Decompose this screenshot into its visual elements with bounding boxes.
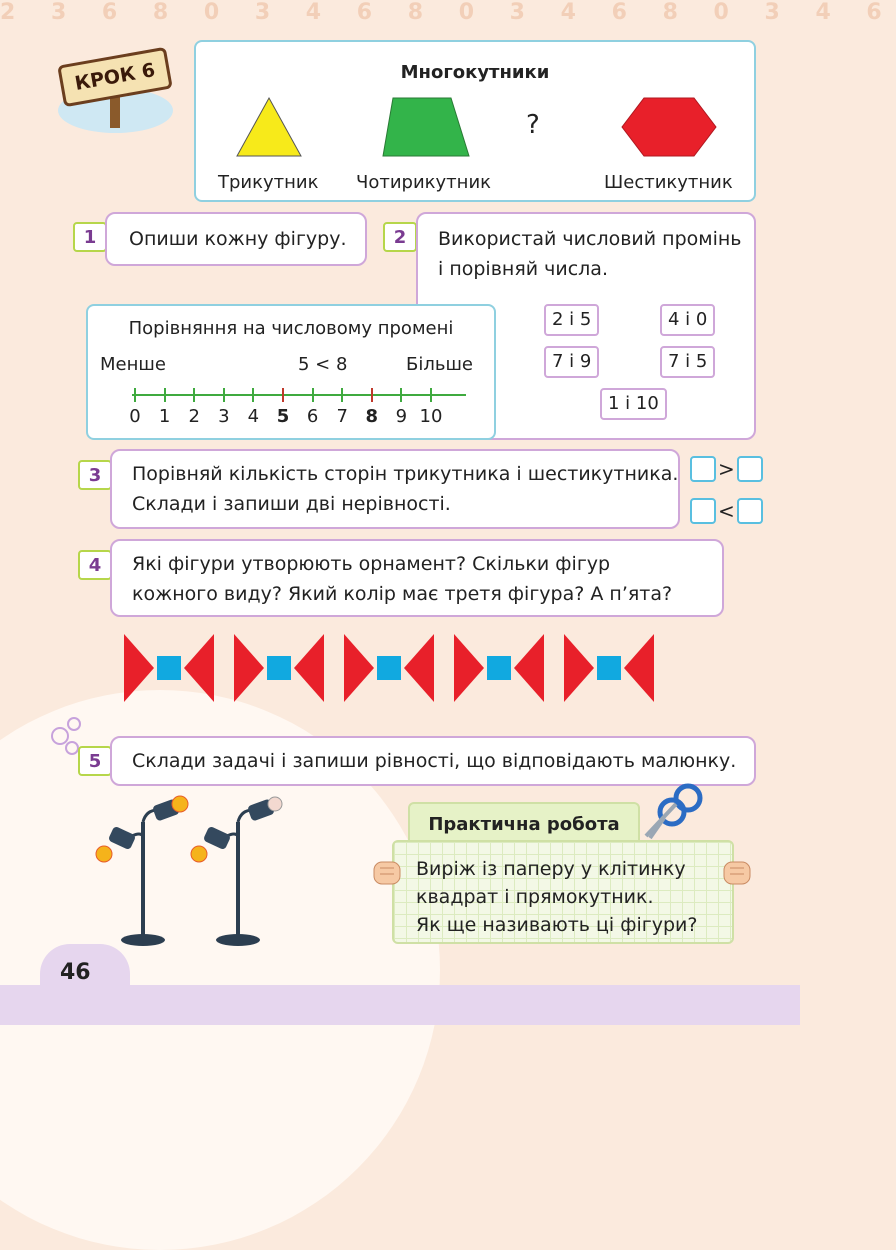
numberline-more: Більше (406, 354, 474, 375)
answer-box[interactable] (690, 498, 716, 524)
numberline-tick-label: 3 (218, 406, 230, 427)
step-label: КРОК 6 (73, 59, 157, 95)
numberline-tick (134, 388, 136, 402)
task1-text: Опиши кожну фігуру. (129, 228, 347, 250)
task5-text: Склади задачі і запиши рівності, що відповідають малюнку. (132, 750, 737, 772)
ornament-square (597, 656, 621, 680)
ornament-triangle (184, 634, 214, 702)
quadrilateral-shape (381, 96, 473, 158)
numberline-inequality: 5 < 8 (298, 354, 348, 375)
answer-box[interactable] (690, 456, 716, 482)
numberline-tick (164, 388, 166, 402)
ornament-square (377, 656, 401, 680)
task4-card (110, 539, 724, 617)
ornament-square (487, 656, 511, 680)
lt-sign: < (718, 499, 735, 523)
practical-line3: Як ще називають ці фігури? (416, 914, 698, 936)
numberline-tick-label: 10 (419, 406, 443, 427)
page-number: 46 (60, 960, 91, 985)
task4-line2: кожного виду? Який колір має третя фігура? А п’ята? (132, 583, 673, 605)
ornament-triangle (124, 634, 154, 702)
numberline-tick-label: 6 (306, 406, 319, 427)
numberline-tick (400, 388, 402, 402)
triangle-shape (234, 94, 304, 160)
numberline-tick (193, 388, 195, 402)
numberline-tick-label: 8 (365, 406, 379, 427)
inequality-gt (690, 456, 763, 482)
task4-number-text: 4 (88, 554, 102, 576)
task2-line1: Використай числовий промінь (438, 228, 742, 250)
numberline-tick-label: 0 (129, 406, 141, 427)
numberline-tick (252, 388, 254, 402)
pair-box: 7 і 5 (660, 346, 715, 378)
ornament-triangle (344, 634, 374, 702)
task3-card (110, 449, 680, 529)
lamp-right (191, 797, 282, 946)
numberline-title: Порівняння на числовому промені (128, 318, 454, 339)
numberline-tick (282, 388, 284, 402)
task5-number (78, 746, 112, 776)
task2-number-text: 2 (393, 226, 407, 248)
task3-line2: Склади і запиши дві нерівності. (132, 493, 451, 515)
practical-line1: Виріж із паперу у клітинку (416, 858, 686, 880)
numberline-tick (341, 388, 343, 402)
lamps-illustration (88, 792, 298, 952)
task4-number (78, 550, 112, 580)
answer-box[interactable] (737, 498, 763, 524)
task3-number-text: 3 (88, 464, 102, 486)
polygons-card (194, 40, 756, 202)
lamp-left (96, 796, 188, 946)
numberline-card (86, 304, 496, 440)
hand-left-icon (372, 856, 402, 888)
hexagon-label: Шестикутник (604, 172, 733, 193)
pair-box: 4 і 0 (660, 304, 715, 336)
ornament-square (267, 656, 291, 680)
pair-box: 1 і 10 (600, 388, 667, 420)
task1-card (105, 212, 367, 266)
numberline-axis (132, 394, 466, 396)
numberline-tick-label: 4 (247, 406, 260, 427)
ornament-triangle (234, 634, 264, 702)
gt-sign: > (718, 457, 735, 481)
numberline-tick-label: 5 (276, 406, 290, 427)
practical-card (392, 840, 734, 944)
task2-line2: і порівняй числа. (438, 258, 608, 280)
ornament-triangle (624, 634, 654, 702)
numberline-tick (430, 388, 432, 402)
numberline-less: Менше (100, 354, 166, 375)
hexagon-shape (620, 96, 718, 158)
numberline-tick-label: 2 (188, 406, 200, 427)
practical-title: Практична робота (428, 813, 620, 835)
task1-number-text: 1 (83, 226, 97, 248)
ornament-triangle (454, 634, 484, 702)
pair-box: 2 і 5 (544, 304, 599, 336)
ornament-triangle (294, 634, 324, 702)
scissors-icon (640, 782, 706, 842)
practical-line2: квадрат і прямокутник. (416, 886, 654, 908)
quadrilateral-label: Чотирикутник (356, 172, 492, 193)
answer-box[interactable] (737, 456, 763, 482)
missing-shape-question: ? (526, 110, 540, 140)
inequality-lt (690, 498, 763, 524)
hand-right-icon (722, 856, 752, 888)
task5-card (110, 736, 756, 786)
polygons-title: Многокутники (400, 62, 550, 83)
triangle-label: Трикутник (218, 172, 319, 193)
task5-number-text: 5 (88, 750, 102, 772)
numberline-tick (312, 388, 314, 402)
task2-number (383, 222, 417, 252)
numberline-tick-label: 1 (158, 406, 171, 427)
numberline-tick-label: 9 (395, 406, 408, 427)
step-sign (48, 38, 178, 138)
task4-line1: Які фігури утворюють орнамент? Скільки фігур (132, 553, 611, 575)
numberline-tick-label: 7 (336, 406, 348, 427)
task1-number (73, 222, 107, 252)
pair-box: 7 і 9 (544, 346, 599, 378)
task3-line1: Порівняй кількість сторін трикутника і шестикутника. (132, 463, 679, 485)
background-digits: 2 3 6 8 0 3 4 6 8 0 3 4 6 8 0 3 4 6 (0, 0, 896, 25)
task3-number (78, 460, 112, 490)
numberline-tick (223, 388, 225, 402)
ornament-square (157, 656, 181, 680)
ornament-triangle (564, 634, 594, 702)
numberline-tick (371, 388, 373, 402)
ornament-triangle (404, 634, 434, 702)
ornament-triangle (514, 634, 544, 702)
ornament (120, 630, 660, 706)
